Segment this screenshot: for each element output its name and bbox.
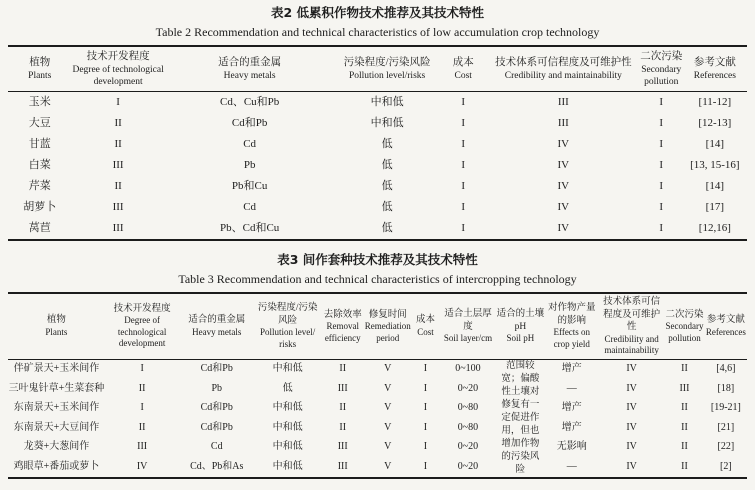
table-cell: II bbox=[339, 421, 347, 433]
column-header-en: Pollution level/ risks bbox=[260, 327, 316, 349]
table-cell: I bbox=[461, 180, 466, 192]
table-cell: III bbox=[679, 382, 690, 394]
column-header-zh: 参考文献 bbox=[706, 315, 745, 326]
column-header-zh: 技术体系可信程度及可维护性 bbox=[603, 297, 661, 332]
column-header-en: Degree of technological development bbox=[72, 65, 164, 87]
column-header-en: Heavy metals bbox=[192, 326, 242, 337]
column-header-4 bbox=[440, 46, 487, 92]
table2-title-zh: 表2 低累积作物技术推荐及其技术特性 bbox=[270, 5, 485, 20]
table-cell: I bbox=[461, 222, 466, 234]
table-row bbox=[8, 418, 747, 437]
table-cell: [13, 15-16] bbox=[690, 159, 740, 171]
table-cell: I bbox=[659, 138, 664, 150]
column-header-en: Degree of technological development bbox=[117, 315, 167, 349]
table-cell: II bbox=[681, 363, 688, 375]
table-row bbox=[8, 155, 747, 176]
table-cell: V bbox=[384, 382, 392, 394]
column-header-zh: 修复时间 bbox=[368, 309, 407, 320]
column-header-en: Secondary pollution bbox=[641, 65, 682, 87]
table-cell: I bbox=[423, 421, 428, 433]
table-row bbox=[8, 437, 747, 456]
column-header-zh: 二次污染 bbox=[640, 51, 683, 62]
table-cell: 低 bbox=[381, 201, 393, 213]
table-cell: I bbox=[461, 159, 466, 171]
table-cell: 中和低 bbox=[272, 363, 303, 375]
table-cell: I bbox=[461, 138, 466, 150]
table-cell: V bbox=[384, 363, 392, 375]
column-header-en: Pollution level/risks bbox=[348, 71, 426, 81]
table-cell: 芹菜 bbox=[28, 180, 51, 192]
table-cell: 增产 bbox=[561, 402, 582, 414]
table-cell: IV bbox=[136, 460, 148, 472]
table2 bbox=[8, 45, 747, 241]
column-header-zh: 适合的土壤pH bbox=[496, 309, 545, 332]
table-cell: Cd和Pb bbox=[200, 363, 233, 375]
table-cell: [14] bbox=[705, 138, 724, 150]
table-cell: II bbox=[114, 117, 122, 129]
column-header-3 bbox=[335, 46, 440, 92]
column-header-0 bbox=[8, 293, 105, 359]
table-cell: 胡萝卜 bbox=[23, 201, 57, 213]
column-header-11 bbox=[664, 293, 705, 359]
column-header-3 bbox=[254, 293, 321, 359]
table-cell: IV bbox=[626, 402, 637, 414]
column-header-7 bbox=[683, 46, 747, 92]
table-cell: 低 bbox=[381, 159, 393, 171]
table-cell: 中和低 bbox=[272, 460, 303, 472]
column-header-5 bbox=[487, 46, 640, 92]
table-cell: 低 bbox=[381, 222, 393, 234]
table-cell: 0~100 bbox=[455, 363, 481, 375]
table3-title-en: Table 3 Recommendation and technical characteristics of intercropping technology bbox=[178, 272, 577, 286]
table-cell: Cd bbox=[210, 441, 223, 453]
table-cell: 东南景天+玉米间作 bbox=[13, 402, 100, 414]
column-header-1 bbox=[72, 46, 165, 92]
table-cell: 0~80 bbox=[457, 402, 479, 414]
column-header-zh: 适合的重金属 bbox=[188, 315, 246, 326]
column-header-en: Remediation period bbox=[364, 321, 411, 343]
table-cell: 东南景天+大豆间作 bbox=[13, 421, 100, 433]
table-cell: II bbox=[114, 138, 122, 150]
column-header-zh: 植物 bbox=[46, 315, 66, 326]
table-cell: I bbox=[423, 460, 428, 472]
table-cell: III bbox=[337, 441, 348, 453]
table-cell: III bbox=[112, 222, 124, 234]
table-cell: II bbox=[681, 421, 688, 433]
table-cell: 中和低 bbox=[272, 402, 303, 414]
column-header-en: References bbox=[693, 71, 736, 81]
table-cell: IV bbox=[626, 441, 637, 453]
table-cell: II bbox=[681, 460, 688, 472]
table-cell: I bbox=[423, 441, 428, 453]
table-cell: I bbox=[423, 363, 428, 375]
table-cell: II bbox=[138, 382, 146, 394]
column-header-en: Credibility and maintainability bbox=[504, 71, 622, 81]
column-header-10 bbox=[599, 293, 664, 359]
table-cell: II bbox=[339, 402, 347, 414]
table-cell: 无影响 bbox=[556, 441, 587, 453]
table-cell: Cd、Pb和As bbox=[190, 460, 244, 472]
table-cell: IV bbox=[557, 222, 570, 234]
table-cell: [21] bbox=[717, 421, 735, 433]
table-cell: V bbox=[384, 421, 392, 433]
table-cell: I bbox=[423, 402, 428, 414]
table-cell: 增产 bbox=[561, 421, 582, 433]
column-header-5 bbox=[364, 293, 411, 359]
table-cell: II bbox=[681, 402, 688, 414]
table-cell: 白菜 bbox=[28, 159, 51, 171]
table-cell: Pb、Cd和Cu bbox=[219, 222, 280, 234]
table-cell: [11-12] bbox=[698, 96, 732, 108]
table-cell: [18] bbox=[717, 382, 735, 394]
table-cell: [14] bbox=[705, 180, 724, 192]
table3 bbox=[8, 292, 747, 479]
column-header-en: Secondary pollution bbox=[665, 321, 704, 343]
table-cell: 0~20 bbox=[457, 382, 479, 394]
table-cell: III bbox=[557, 96, 569, 108]
table-cell: IV bbox=[557, 138, 570, 150]
table-cell: III bbox=[557, 117, 569, 129]
table-cell: III bbox=[337, 460, 348, 472]
column-header-en: Removal efficiency bbox=[324, 321, 361, 343]
header-row bbox=[8, 293, 747, 359]
table-cell: [19-21] bbox=[710, 402, 741, 414]
table-cell: IV bbox=[626, 363, 637, 375]
table-cell: 鸡眼草+番茄或萝卜 bbox=[13, 460, 100, 472]
table-row bbox=[8, 176, 747, 197]
column-header-6 bbox=[640, 46, 683, 92]
column-header-zh: 参考文献 bbox=[693, 57, 736, 68]
table-row bbox=[8, 134, 747, 155]
table-cell: [2] bbox=[720, 460, 732, 472]
table-cell: 低 bbox=[381, 138, 393, 150]
column-header-zh: 对作物产量的影响 bbox=[548, 303, 596, 326]
table-cell: I bbox=[116, 96, 120, 108]
column-header-zh: 成本 bbox=[452, 57, 474, 68]
column-header-12 bbox=[705, 293, 747, 359]
table3-title-zh: 表3 间作套种技术推荐及其技术特性 bbox=[277, 252, 478, 267]
column-header-9 bbox=[544, 293, 599, 359]
table-cell: 低 bbox=[381, 180, 393, 192]
table-cell: — bbox=[566, 460, 577, 472]
column-header-en: Cost bbox=[454, 71, 472, 81]
table-cell: IV bbox=[626, 421, 637, 433]
table-cell: I bbox=[659, 201, 664, 213]
table-cell: I bbox=[659, 222, 664, 234]
table-cell: I bbox=[461, 201, 466, 213]
column-header-7 bbox=[440, 293, 497, 359]
table-cell: Cd和Pb bbox=[231, 117, 268, 129]
table-cell: [12-13] bbox=[698, 117, 732, 129]
column-header-en: Soil layer/cm bbox=[443, 333, 493, 343]
merged-cell-soil-ph-note: 范围较宽；偏酸性土壤对修复有一定促进作用，但也增加作物的污染风险 bbox=[501, 360, 540, 475]
column-header-zh: 适合的重金属 bbox=[218, 57, 282, 68]
header-row bbox=[8, 46, 747, 92]
table-cell: 中和低 bbox=[272, 441, 303, 453]
table-row bbox=[8, 379, 747, 398]
column-header-6 bbox=[411, 293, 439, 359]
table-cell: 0~80 bbox=[457, 421, 479, 433]
table-cell: 低 bbox=[282, 382, 293, 394]
table-cell: III bbox=[137, 441, 148, 453]
table-row bbox=[8, 457, 747, 478]
table-row bbox=[8, 218, 747, 240]
table-cell: 增产 bbox=[561, 363, 582, 375]
table-row bbox=[8, 92, 747, 114]
table2-title-en: Table 2 Recommendation and technical characteristics of low accumulation crop technology bbox=[155, 25, 600, 39]
column-header-en: Effects on crop yield bbox=[553, 327, 591, 349]
column-header-zh: 适合土层厚度 bbox=[444, 309, 492, 332]
table-cell: I bbox=[461, 117, 466, 129]
table-cell: I bbox=[659, 96, 664, 108]
table-cell: II bbox=[681, 441, 688, 453]
column-header-zh: 成本 bbox=[415, 315, 435, 326]
table-cell: 0~20 bbox=[457, 460, 479, 472]
table-cell: I bbox=[659, 117, 664, 129]
table-cell: III bbox=[112, 201, 124, 213]
table-cell: 大豆 bbox=[28, 117, 51, 129]
table-cell: 中和低 bbox=[370, 117, 404, 129]
table-cell: — bbox=[566, 382, 577, 394]
table-cell: [12,16] bbox=[698, 222, 731, 234]
table-cell: Pb bbox=[211, 382, 223, 394]
table-cell: Cd、Cu和Pb bbox=[219, 96, 280, 108]
table-cell: 玉米 bbox=[28, 96, 51, 108]
table-row bbox=[8, 359, 747, 379]
column-header-1 bbox=[105, 293, 180, 359]
column-header-8 bbox=[496, 293, 544, 359]
column-header-en: Credibility and maintainability bbox=[604, 333, 659, 355]
table-cell: 中和低 bbox=[370, 96, 404, 108]
column-header-4 bbox=[321, 293, 364, 359]
table-cell: II bbox=[114, 180, 122, 192]
table-cell: Cd bbox=[243, 201, 257, 213]
column-header-0 bbox=[8, 46, 72, 92]
table-cell: [4,6] bbox=[716, 363, 736, 375]
table-cell: V bbox=[384, 460, 392, 472]
table-cell: III bbox=[337, 382, 348, 394]
table-cell: Cd bbox=[243, 138, 257, 150]
column-header-zh: 技术体系可信程度及可维护性 bbox=[495, 57, 632, 68]
table-row bbox=[8, 398, 747, 417]
column-header-en: Plants bbox=[28, 71, 52, 81]
table-cell: Pb bbox=[243, 159, 256, 171]
column-header-zh: 技术开发程度 bbox=[86, 51, 150, 62]
table-cell: IV bbox=[557, 180, 570, 192]
table-cell: [17] bbox=[705, 201, 724, 213]
column-header-2 bbox=[179, 293, 254, 359]
table-cell: III bbox=[112, 159, 124, 171]
table-cell: IV bbox=[557, 159, 570, 171]
column-header-zh: 技术开发程度 bbox=[113, 303, 171, 314]
table-cell: V bbox=[384, 441, 392, 453]
table-cell: Pb和Cu bbox=[231, 180, 268, 192]
column-header-en: Cost bbox=[417, 326, 434, 337]
table-cell: I bbox=[659, 180, 664, 192]
table-cell: 甘蓝 bbox=[28, 138, 51, 150]
table-cell: 三叶鬼针草+生菜套种 bbox=[8, 382, 105, 394]
table-cell: Cd和Pb bbox=[200, 421, 233, 433]
table-cell: Cd和Pb bbox=[200, 402, 233, 414]
table-cell: [22] bbox=[717, 441, 735, 453]
table-cell: I bbox=[140, 363, 144, 375]
table-cell: IV bbox=[626, 382, 637, 394]
column-header-en: Heavy metals bbox=[223, 71, 276, 81]
table-cell: IV bbox=[626, 460, 637, 472]
column-header-zh: 污染程度/污染风险 bbox=[343, 57, 431, 68]
table-row bbox=[8, 197, 747, 218]
table-cell: II bbox=[339, 363, 347, 375]
column-header-zh: 污染程度/污染风险 bbox=[257, 303, 318, 326]
column-header-zh: 二次污染 bbox=[665, 309, 704, 320]
column-header-en: Soil pH bbox=[506, 333, 535, 343]
table-cell: I bbox=[659, 159, 664, 171]
table-cell: 0~20 bbox=[457, 441, 479, 453]
table-cell: IV bbox=[557, 201, 570, 213]
column-header-en: Plants bbox=[45, 326, 68, 337]
table-cell: I bbox=[140, 402, 144, 414]
table-cell: I bbox=[461, 96, 466, 108]
column-header-zh: 去除效率 bbox=[323, 309, 362, 320]
table-cell: II bbox=[138, 421, 146, 433]
table-cell: 龙葵+大葱间作 bbox=[23, 441, 90, 453]
table-cell: I bbox=[423, 382, 428, 394]
table-row bbox=[8, 113, 747, 134]
column-header-2 bbox=[165, 46, 335, 92]
table-cell: 莴苣 bbox=[28, 222, 51, 234]
table-cell: V bbox=[384, 402, 392, 414]
column-header-en: References bbox=[705, 326, 746, 337]
column-header-zh: 植物 bbox=[29, 57, 51, 68]
table-cell: 中和低 bbox=[272, 421, 303, 433]
table-cell: 伴矿景天+玉米间作 bbox=[13, 363, 100, 375]
